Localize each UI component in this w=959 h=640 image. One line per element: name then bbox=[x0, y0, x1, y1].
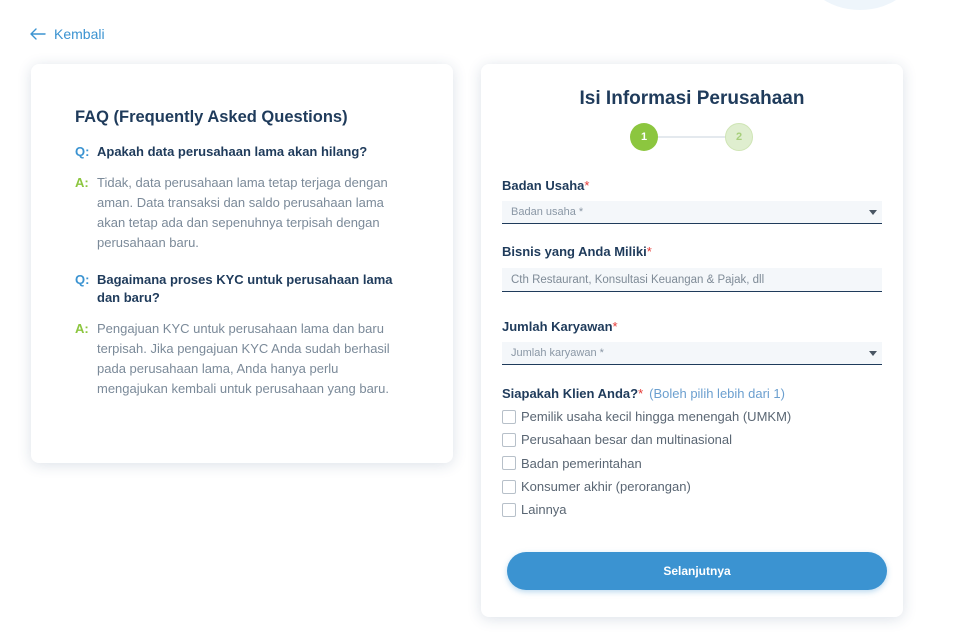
faq-answer-text: Tidak, data perusahaan lama tetap terjaga dengan aman. Data transaksi dan saldo perusahaan lama akan tetap ada dan sepenuhnya terpisah dengan perusahaan baru. bbox=[97, 175, 388, 250]
faq-card bbox=[31, 64, 453, 463]
klien-option-perusahaan-besar[interactable] bbox=[502, 428, 791, 451]
caret-down-icon bbox=[869, 210, 877, 215]
required-marker: * bbox=[646, 244, 652, 259]
checkbox[interactable] bbox=[502, 433, 516, 447]
faq-question-2 bbox=[75, 271, 409, 307]
company-info-form bbox=[481, 64, 903, 617]
q-marker: Q: bbox=[75, 272, 90, 287]
faq-title: FAQ (Frequently Asked Questions) bbox=[75, 108, 348, 126]
checkbox[interactable] bbox=[502, 410, 516, 424]
faq-answer-1 bbox=[75, 173, 409, 253]
arrow-left-icon bbox=[30, 28, 46, 40]
klien-option-pemerintahan[interactable] bbox=[502, 452, 791, 475]
decorative-circle bbox=[800, 0, 920, 10]
stepper-line bbox=[656, 136, 728, 138]
back-link[interactable] bbox=[30, 26, 105, 42]
badan-usaha-select[interactable] bbox=[502, 201, 882, 224]
faq-answer-text: Pengajuan KYC untuk perusahaan lama dan baru terpisah. Jika pengajuan KYC Anda sudah berhasil pada perusahaan lama, Anda hanya perlu mengajukan kembali untuk perusahaan yang baru. bbox=[97, 321, 390, 396]
faq-question-text: Apakah data perusahaan lama akan hilang? bbox=[97, 144, 368, 159]
required-marker: * bbox=[584, 178, 590, 193]
step-2-indicator: 2 bbox=[725, 123, 753, 151]
checkbox-label: Konsumer akhir (perorangan) bbox=[521, 479, 691, 495]
jumlah-karyawan-label bbox=[502, 319, 618, 334]
faq-answer-2 bbox=[75, 319, 409, 399]
klien-option-konsumer[interactable] bbox=[502, 475, 791, 498]
badan-usaha-label-text: Badan Usaha bbox=[502, 178, 585, 193]
checkbox-label: Lainnya bbox=[521, 502, 567, 518]
bisnis-input[interactable] bbox=[502, 268, 882, 292]
klien-checkbox-group bbox=[502, 405, 791, 521]
bisnis-label-text: Bisnis yang Anda Miliki bbox=[502, 244, 647, 259]
checkbox-label: Badan pemerintahan bbox=[521, 455, 642, 471]
badan-usaha-placeholder: Badan usaha * bbox=[511, 206, 584, 218]
step-1-indicator: 1 bbox=[630, 123, 658, 151]
required-marker: * bbox=[612, 319, 618, 334]
badan-usaha-label bbox=[502, 178, 589, 193]
a-marker: A: bbox=[75, 321, 89, 336]
klien-label bbox=[502, 386, 785, 401]
form-title: Isi Informasi Perusahaan bbox=[579, 88, 805, 109]
checkbox[interactable] bbox=[502, 480, 516, 494]
checkbox[interactable] bbox=[502, 503, 516, 517]
jumlah-karyawan-label-text: Jumlah Karyawan bbox=[502, 319, 613, 334]
klien-option-umkm[interactable] bbox=[502, 405, 791, 428]
back-link-label: Kembali bbox=[54, 26, 105, 42]
klien-label-text: Siapakah Klien Anda? bbox=[502, 386, 639, 401]
faq-question-1 bbox=[75, 143, 409, 161]
stepper bbox=[630, 123, 754, 151]
jumlah-karyawan-placeholder: Jumlah karyawan * bbox=[511, 347, 604, 359]
checkbox[interactable] bbox=[502, 456, 516, 470]
required-marker: * bbox=[638, 386, 644, 401]
next-button[interactable]: Selanjutnya bbox=[507, 552, 887, 590]
q-marker: Q: bbox=[75, 144, 90, 159]
caret-down-icon bbox=[869, 351, 877, 356]
checkbox-label: Pemilik usaha kecil hingga menengah (UMKM) bbox=[521, 409, 792, 425]
checkbox-label: Perusahaan besar dan multinasional bbox=[521, 432, 733, 448]
jumlah-karyawan-select[interactable] bbox=[502, 342, 882, 365]
a-marker: A: bbox=[75, 175, 89, 190]
klien-hint: (Boleh pilih lebih dari 1) bbox=[649, 386, 785, 401]
bisnis-label bbox=[502, 244, 652, 259]
faq-question-text: Bagaimana proses KYC untuk perusahaan lama dan baru? bbox=[97, 272, 393, 305]
klien-option-lainnya[interactable] bbox=[502, 498, 791, 521]
